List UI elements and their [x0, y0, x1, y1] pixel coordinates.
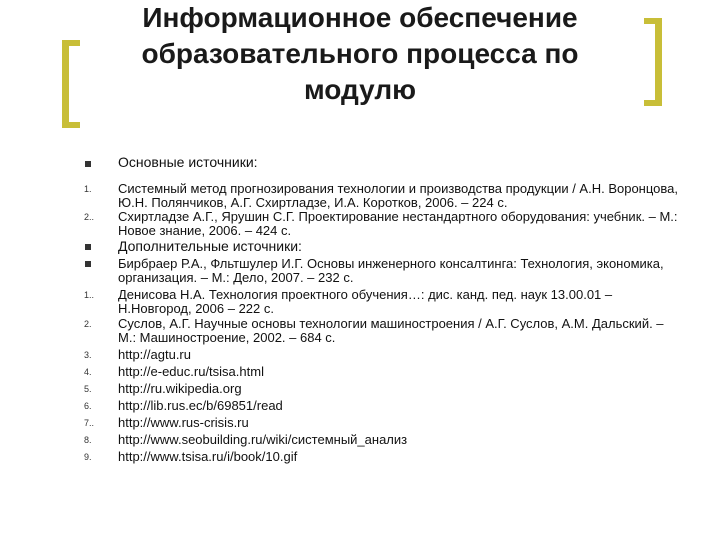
source-text: Суслов, А.Г. Научные основы технологии машиностроения / А.Г. Суслов, А.М. Дальский. – М.: Машиностроение, 2002. – 684 с.: [118, 316, 664, 345]
source-link[interactable]: http://www.tsisa.ru/i/book/10.gif: [118, 449, 298, 464]
right-bracket: [655, 18, 662, 106]
right-bracket-top: [644, 18, 662, 24]
list-number: 6.: [84, 401, 92, 411]
secondary-heading: Дополнительные источники:: [118, 238, 302, 254]
left-bracket: [62, 40, 69, 128]
list-number: 1.: [84, 184, 92, 194]
source-link[interactable]: http://lib.rus.ec/b/69851/read: [118, 398, 283, 413]
title-line-1: Информационное обеспечение: [142, 2, 578, 33]
bullet-icon: [85, 261, 91, 267]
bullet-icon: [85, 161, 91, 167]
source-text: Схиртладзе А.Г., Ярушин С.Г. Проектирование нестандартного оборудования: учебник. – М.: Новое знание, 2006. – 424 с.: [118, 209, 678, 238]
list-number: 2..: [84, 212, 95, 222]
list-number: 3.: [84, 350, 92, 360]
source-text: Системный метод прогнозирования технологии и производства продукции / А.Н. Воронцова, Ю.Н. Полянчиков, А.Г. Схиртладзе, И.А. Коротков, 2006. – 224 с.: [118, 181, 678, 210]
list-number: 8.: [84, 435, 92, 445]
list-number: 7..: [84, 418, 95, 428]
source-link[interactable]: http://www.seobuilding.ru/wiki/системный_анализ: [118, 432, 408, 447]
source-text: Бирбраер Р.А., Фльтшулер И.Г. Основы инженерного консалтинга: Технология, экономика, организация. – М.: Дело, 2007. – 232 с.: [118, 256, 664, 285]
list-number: 4.: [84, 367, 92, 377]
source-link[interactable]: http://ru.wikipedia.org: [118, 381, 242, 396]
bullet-icon: [85, 244, 91, 250]
source-link[interactable]: http://agtu.ru: [118, 347, 191, 362]
left-bracket-bottom: [62, 122, 80, 128]
list-number: 1..: [84, 290, 95, 300]
left-bracket-top: [62, 40, 80, 46]
list-number: 5.: [84, 384, 92, 394]
slide-title: [80, 0, 640, 108]
list-number: 2.: [84, 319, 92, 329]
title-line-2: образовательного процесса по: [141, 38, 579, 69]
right-bracket-bottom: [644, 100, 662, 106]
source-link[interactable]: http://www.rus-crisis.ru: [118, 415, 249, 430]
title-line-3: модулю: [303, 74, 417, 105]
source-text: Денисова Н.А. Технология проектного обучения…: дис. канд. пед. наук 13.00.01 – Н.Новгород, 2006 – 222 с.: [118, 287, 613, 316]
primary-heading: Основные источники:: [118, 154, 258, 170]
source-link[interactable]: http://e-educ.ru/tsisa.html: [118, 364, 264, 379]
list-number: 9.: [84, 452, 92, 462]
